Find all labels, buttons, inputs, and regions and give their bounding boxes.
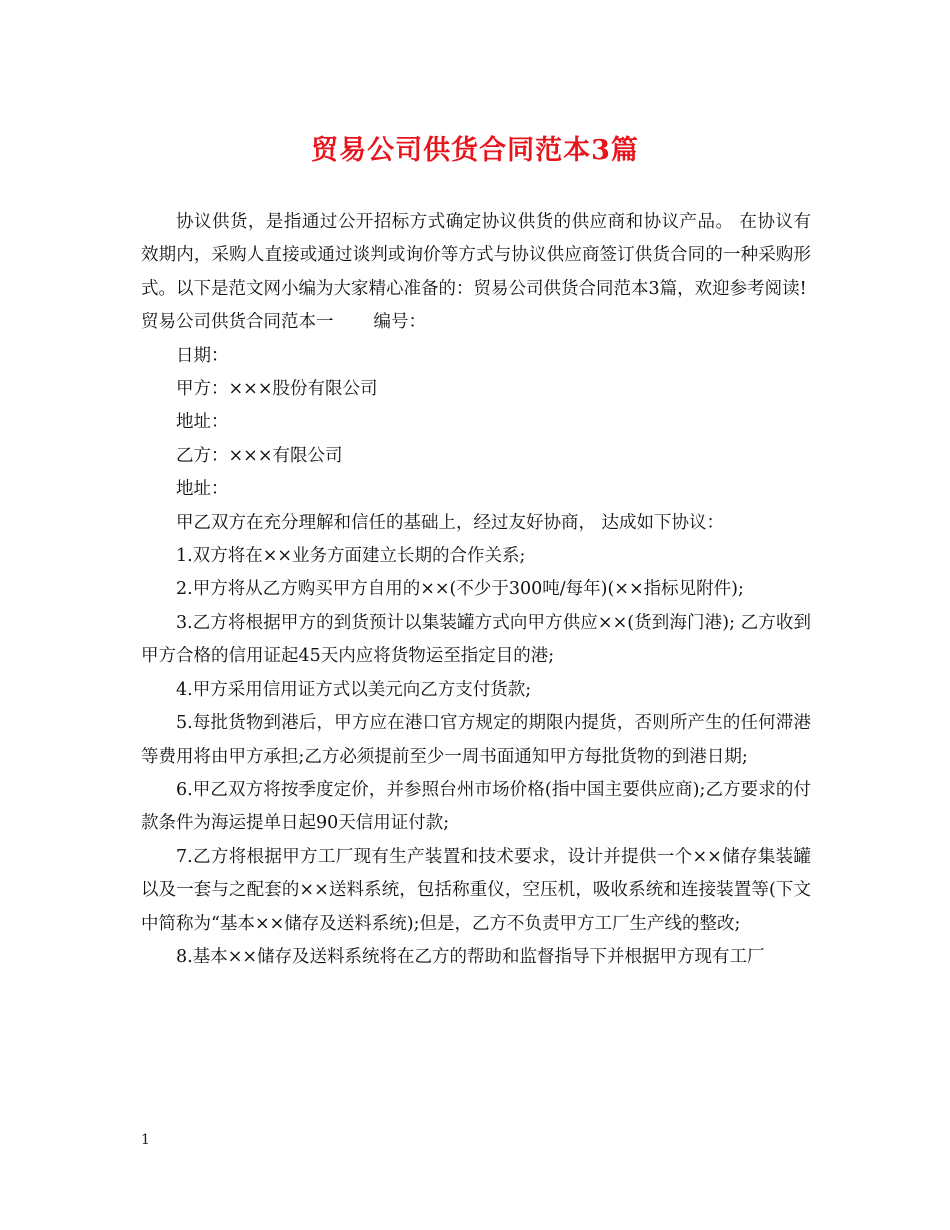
section-heading: 贸易公司供货合同范本一 <box>141 312 334 333</box>
page-number: 1 <box>141 1132 150 1148</box>
document-body <box>141 206 811 974</box>
clause-6: 6.甲乙双方将按季度定价，并参照台州市场价格(指中国主要供应商);乙方要求的付款条件为海运提单日起90天信用证付款; <box>141 779 811 834</box>
clause-8: 8.基本××储存及送料系统将在乙方的帮助和监督指导下并根据甲方现有工厂 <box>176 946 765 967</box>
document-title: 贸易公司供货合同范本3篇 <box>311 135 639 166</box>
section-heading-line <box>141 306 811 339</box>
number-label: 编号： <box>373 312 426 333</box>
clause-5: 5.每批货物到港后，甲方应在港口官方规定的期限内提货，否则所产生的任何滞港等费用将由甲方承担;乙方必须提前至少一周书面通知甲方每批货物的到港日期; <box>141 713 811 767</box>
intro-paragraph: 协议供货，是指通过公开招标方式确定协议供货的供应商和协议产品。 在协议有效期内，采购人直接或通过谈判或询价等方式与协议供应商签订供货合同的一种采购形式。以下是范文网小编为大家精心准备的：贸易公司供货合同范本3篇，欢迎参考阅读! <box>141 212 811 299</box>
clause-1: 1.双方将在××业务方面建立长期的合作关系; <box>176 546 526 567</box>
clause-2: 2.甲方将从乙方购买甲方自用的××(不少于300吨/每年)(××指标见附件); <box>176 579 744 600</box>
address-a-line: 地址： <box>176 412 229 433</box>
preamble-paragraph: 甲乙双方在充分理解和信任的基础上，经过友好协商， 达成如下协议： <box>176 512 725 533</box>
clause-4: 4.甲方采用信用证方式以美元向乙方支付货款; <box>176 679 532 700</box>
party-b-line: 乙方：×××有限公司 <box>176 445 343 466</box>
address-b-line: 地址： <box>176 479 229 500</box>
clause-7: 7.乙方将根据甲方工厂现有生产装置和技术要求，设计并提供一个××储存集装罐以及一套与之配套的××送料系统，包括称重仪，空压机，吸收系统和连接装置等(下文中简称为“基本××储存及送料系统);但是，乙方不负责甲方工厂生产线的整改; <box>141 846 811 934</box>
party-a-line: 甲方：×××股份有限公司 <box>176 379 378 400</box>
clause-3: 3.乙方将根据甲方的到货预计以集装罐方式向甲方供应××(货到海门港); 乙方收到甲方合格的信用证起45天内应将货物运至指定目的港; <box>141 612 811 667</box>
date-line: 日期： <box>176 345 229 366</box>
